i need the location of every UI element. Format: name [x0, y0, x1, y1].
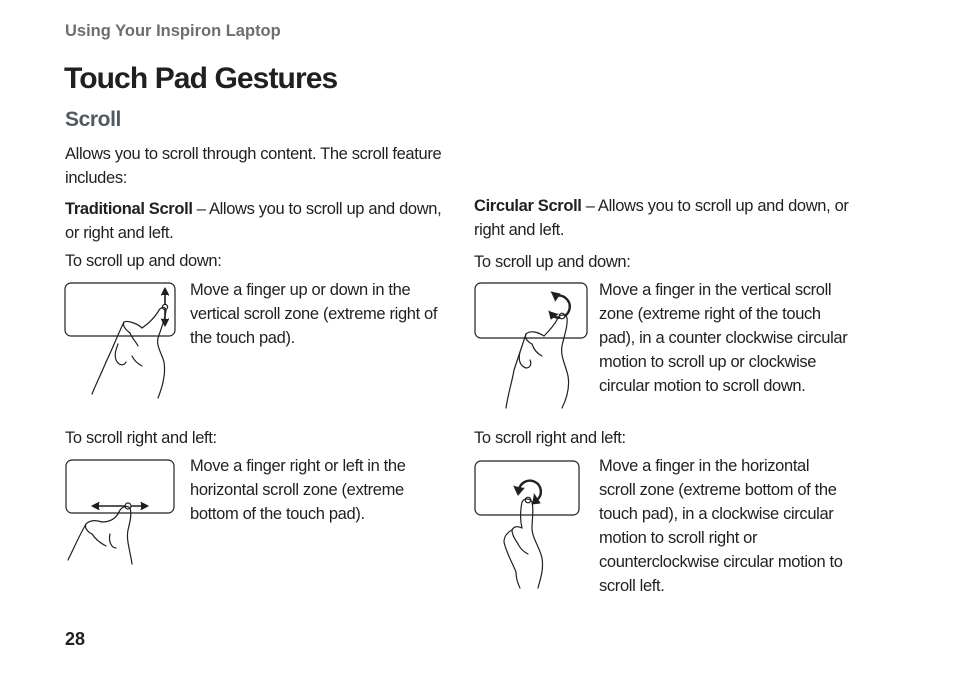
circular-scroll-description: – Allows you to scroll up and down, or right and left.	[474, 197, 849, 239]
page-number: 28	[65, 629, 86, 649]
circular-vertical-instruction: Move a finger in the vertical scroll zone (extreme right of the touch pad), in a counter clockwise circular motion to scroll up or clockwise circular motion to scroll down.	[599, 281, 848, 395]
running-header: Using Your Inspiron Laptop	[65, 22, 281, 40]
page-title: Touch Pad Gestures	[64, 62, 338, 95]
intro-paragraph: Allows you to scroll through content. The scroll feature includes:	[65, 145, 442, 187]
circular-vertical-scroll-illustration	[472, 280, 596, 412]
circular-scroll-paragraph	[474, 194, 864, 242]
hand-icon	[522, 499, 543, 588]
traditional-horizontal-instruction: Move a finger right or left in the horizontal scroll zone (extreme bottom of the touch pad).	[190, 457, 406, 523]
traditional-scroll-term: Traditional Scroll	[65, 200, 193, 218]
circular-horizontal-label: To scroll right and left:	[474, 429, 626, 447]
circular-horizontal-instruction: Move a finger in the horizontal scroll zone (extreme bottom of the touch pad), in a clockwise circular motion to scroll right or counterclockwise circular motion to scroll left.	[599, 457, 843, 595]
section-title: Scroll	[65, 108, 121, 131]
hand-icon	[118, 506, 132, 564]
traditional-horizontal-label: To scroll right and left:	[65, 429, 217, 447]
circular-scroll-term: Circular Scroll	[474, 197, 582, 215]
traditional-horizontal-scroll-illustration	[62, 456, 190, 572]
traditional-vertical-instruction: Move a finger up or down in the vertical scroll zone (extreme right of the touch pad).	[190, 281, 438, 347]
traditional-scroll-paragraph	[65, 197, 455, 245]
circular-horizontal-scroll-illustration	[472, 458, 584, 590]
traditional-scroll-description: – Allows you to scroll up and down, or right and left.	[65, 200, 442, 242]
touch-pad-outline	[66, 460, 174, 513]
touch-pad-outline	[65, 283, 175, 336]
hand-icon	[558, 315, 569, 408]
touch-pad-outline	[475, 461, 579, 515]
traditional-vertical-scroll-illustration	[62, 280, 190, 402]
traditional-vertical-label: To scroll up and down:	[65, 252, 222, 270]
circular-vertical-label: To scroll up and down:	[474, 253, 631, 271]
